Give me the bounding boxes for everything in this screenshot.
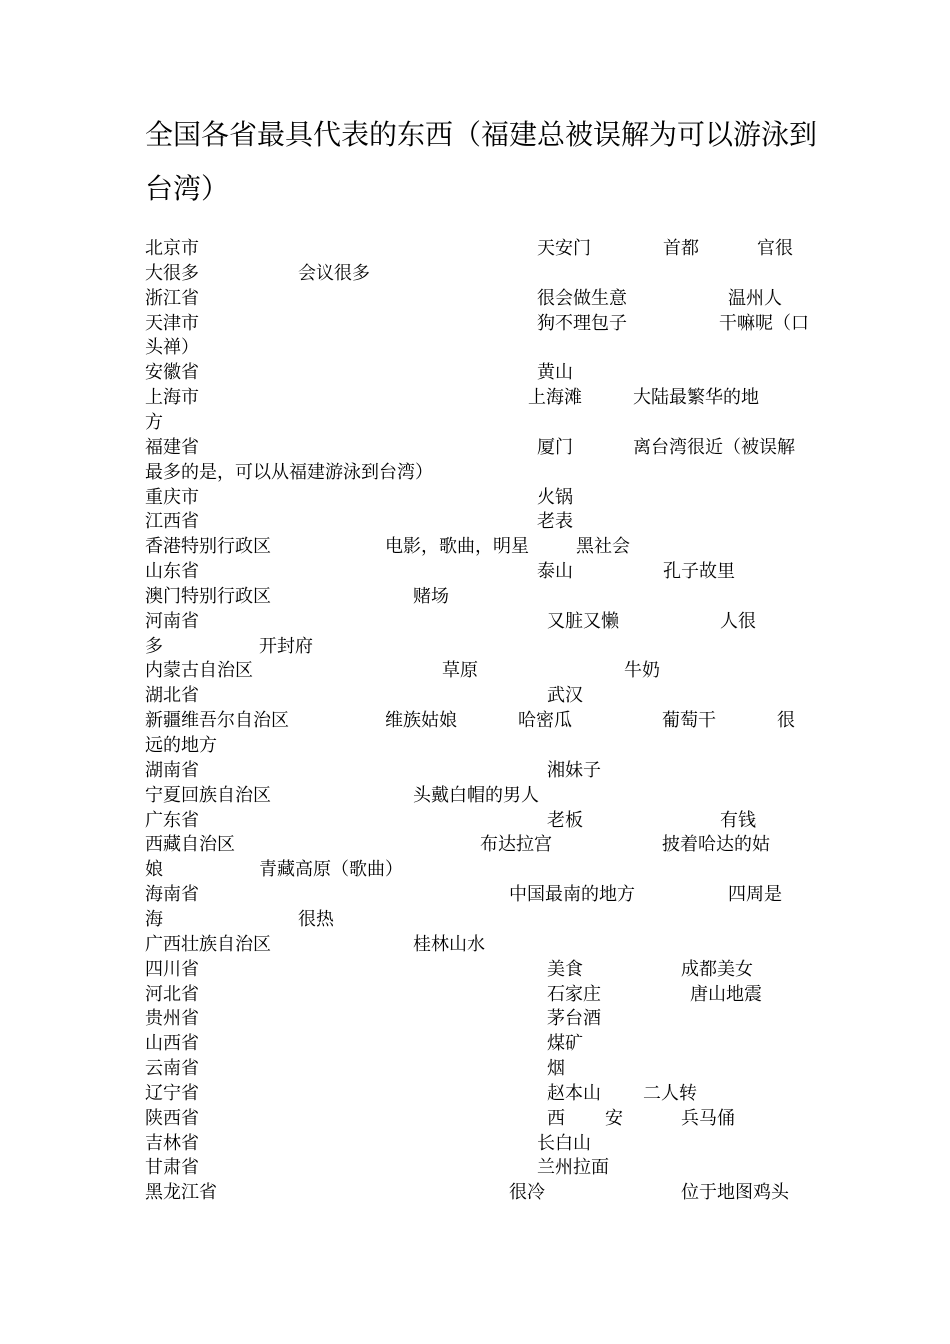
text-segment: 最多的是，可以从福建游泳到台湾） [145,461,433,483]
text-segment: 首都 [663,238,699,259]
text-segment: 山东省 [145,561,199,583]
text-segment: 头戴白帽的男人 [413,784,539,806]
text-segment: 干嘛呢（口 [719,312,809,334]
text-segment: 澳门特别行政区 [145,585,271,607]
text-segment: 四周是 [728,884,782,906]
text-segment: 北京市 [145,238,199,259]
text-line [145,534,825,559]
text-segment: 重庆市 [145,486,199,508]
text-segment: 泰山 [537,561,573,583]
text-segment: 浙江省 [145,287,199,309]
text-segment: 会议很多 [298,262,370,284]
text-segment: 温州人 [728,287,782,309]
text-segment: 多 [145,635,163,657]
text-line [145,733,825,758]
text-segment: 安徽省 [145,362,199,384]
text-segment: 黑社会 [576,536,630,558]
document-title: 全国各省最具代表的东西（福建总被误解为可以游泳到台湾） [145,118,818,205]
text-segment: 天津市 [145,312,199,334]
text-line [145,1155,825,1180]
text-segment: 广东省 [145,809,199,831]
text-segment: 福建省 [145,436,199,458]
text-segment: 很热 [298,908,334,930]
text-segment: 赌场 [413,585,449,607]
text-segment: 长白山 [537,1132,591,1154]
text-line [145,360,825,385]
text-segment: 江西省 [145,511,199,533]
text-segment: 唐山地震 [690,983,762,1005]
text-segment: 煤矿 [547,1033,583,1055]
text-segment: 电影，歌曲，明星 [385,536,529,558]
text-segment: 很冷 [509,1182,545,1204]
text-line [145,286,825,311]
text-line [145,932,825,957]
text-segment: 西 [547,1107,565,1129]
text-segment: 开封府 [259,635,313,657]
text-line [145,335,825,360]
text-segment: 维族姑娘 [385,710,457,732]
text-segment: 哈密瓜 [518,710,572,732]
text-segment: 赵本山 [547,1082,601,1104]
text-segment: 安 [605,1107,623,1129]
text-segment: 新疆维吾尔自治区 [145,710,289,732]
text-segment: 兵马俑 [681,1107,735,1129]
text-line [145,808,825,833]
text-segment: 湖南省 [145,759,199,781]
text-line [145,1081,825,1106]
text-segment: 茅台酒 [547,1008,601,1030]
text-segment: 桂林山水 [413,933,485,955]
text-segment: 上海市 [145,387,199,409]
text-line [145,1056,825,1081]
text-segment: 孔子故里 [663,561,735,583]
text-segment: 布达拉宫 [480,834,552,856]
text-segment: 陕西省 [145,1107,199,1129]
text-segment: 吉林省 [145,1132,199,1154]
text-segment: 武汉 [547,685,583,707]
text-line [145,683,825,708]
text-segment: 中国最南的地方 [509,884,635,906]
text-segment: 离台湾很近（被误解 [633,436,795,458]
text-segment: 内蒙古自治区 [145,660,253,682]
text-segment: 官很 [757,238,793,259]
text-segment: 甘肃省 [145,1157,199,1179]
text-line [145,236,825,261]
text-segment: 河北省 [145,983,199,1005]
text-segment: 厦门 [537,436,573,458]
text-segment: 葡萄干 [662,710,716,732]
text-segment: 香港特别行政区 [145,536,271,558]
text-segment: 山西省 [145,1033,199,1055]
text-segment: 河南省 [145,610,199,632]
text-line [145,658,825,683]
text-segment: 湖北省 [145,685,199,707]
text-segment: 兰州拉面 [537,1157,609,1179]
text-line [145,783,825,808]
text-line [145,882,825,907]
text-line [145,982,825,1007]
text-segment: 二人转 [643,1082,697,1104]
text-line [145,460,825,485]
text-segment: 草原 [442,660,478,682]
text-segment: 火锅 [537,486,573,508]
text-line [145,261,825,286]
text-line [145,1180,825,1205]
text-line [145,485,825,510]
text-line [145,758,825,783]
text-line [145,410,825,435]
text-line [145,907,825,932]
text-line [145,1131,825,1156]
text-segment: 远的地方 [145,735,217,756]
text-segment: 成都美女 [681,958,753,980]
text-line [145,559,825,584]
text-line [145,385,825,410]
text-segment: 头禅） [145,337,199,359]
text-segment: 娘 [145,859,163,881]
text-line [145,1031,825,1056]
text-line [145,509,825,534]
text-segment: 牛奶 [624,660,660,682]
text-segment: 有钱 [720,809,756,831]
text-segment: 宁夏回族自治区 [145,784,271,806]
text-line [145,1106,825,1131]
text-line [145,957,825,982]
text-segment: 云南省 [145,1058,199,1080]
text-segment: 老表 [537,511,573,533]
text-segment: 湘妹子 [547,759,601,781]
text-segment: 大很多 [145,262,199,284]
text-segment: 青藏高原（歌曲） [259,859,403,881]
text-segment: 老板 [547,809,583,831]
text-segment: 披着哈达的姑 [662,834,770,856]
text-segment: 广西壮族自治区 [145,933,271,955]
text-line [145,609,825,634]
text-segment: 狗不理包子 [537,312,627,334]
text-segment: 方 [145,411,163,433]
text-line [145,584,825,609]
text-line [145,311,825,336]
text-line [145,832,825,857]
text-segment: 四川省 [145,958,199,980]
text-segment: 海 [145,908,163,930]
text-line [145,435,825,460]
text-segment: 很会做生意 [537,287,627,309]
text-segment: 人很 [720,610,756,632]
text-segment: 美食 [547,958,583,980]
text-segment: 位于地图鸡头 [681,1182,789,1204]
text-segment: 上海滩 [528,387,582,409]
text-segment: 西藏自治区 [145,834,235,856]
text-segment: 又脏又懒 [547,610,619,632]
text-segment: 大陆最繁华的地 [633,387,759,409]
text-segment: 海南省 [145,884,199,906]
text-line [145,708,825,733]
text-segment: 很 [777,710,795,732]
text-segment: 贵州省 [145,1008,199,1030]
text-line [145,857,825,882]
text-segment: 石家庄 [547,983,601,1005]
text-line [145,634,825,659]
text-segment: 烟 [547,1058,565,1080]
text-segment: 辽宁省 [145,1082,199,1104]
text-segment: 天安门 [537,238,591,259]
text-segment: 黄山 [537,362,573,384]
text-segment: 黑龙江省 [145,1182,217,1204]
text-line [145,1006,825,1031]
